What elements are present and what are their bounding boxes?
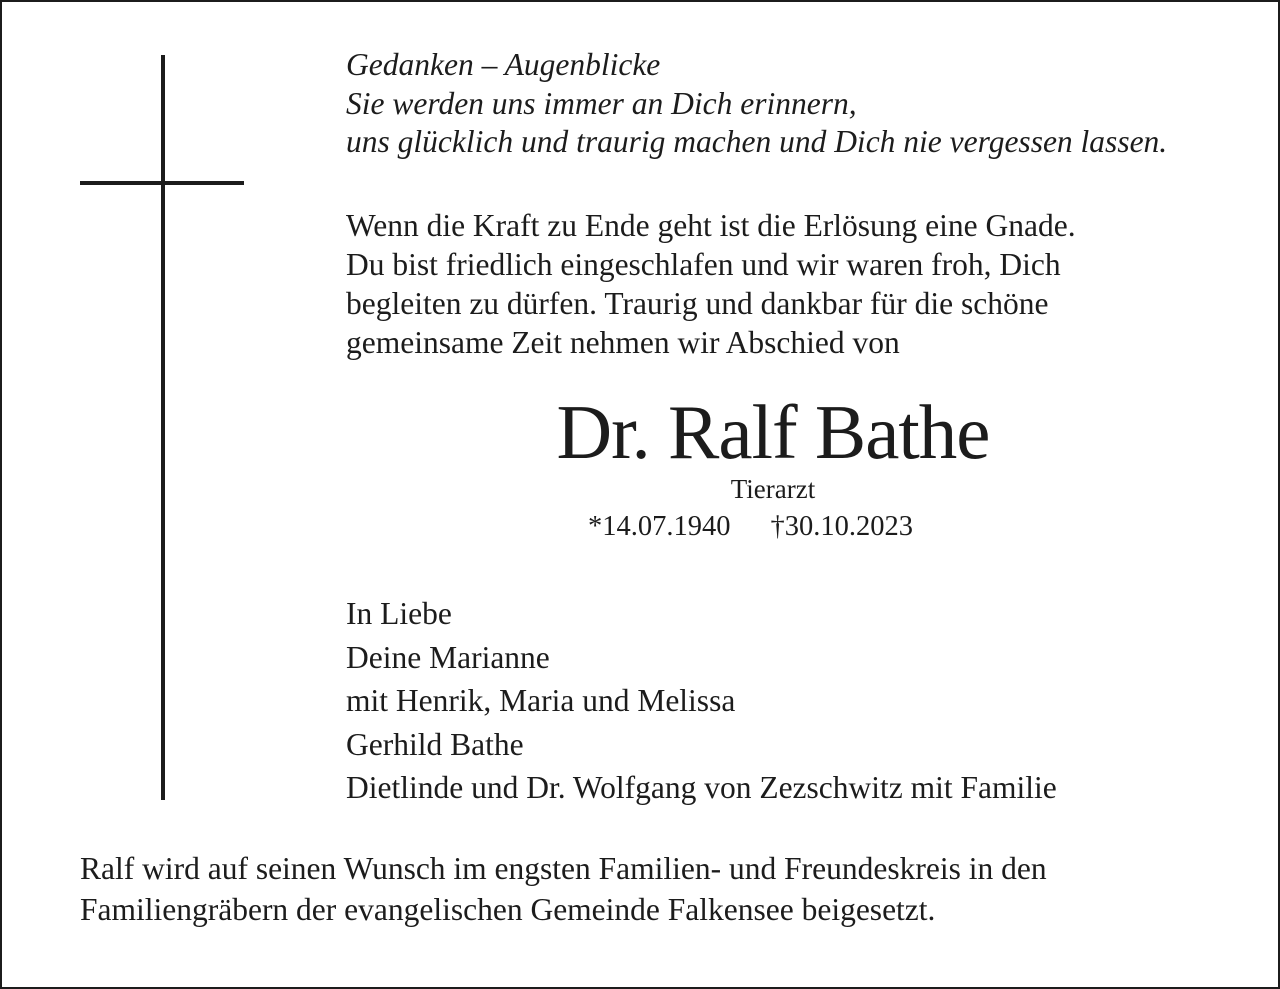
mourner-line: Dietlinde und Dr. Wolfgang von Zezschwitz mit Familie (346, 770, 1057, 805)
farewell-line: gemeinsame Zeit nehmen wir Abschied von (346, 325, 900, 360)
farewell-text (346, 206, 1076, 362)
burial-notice-line: Ralf wird auf seinen Wunsch im engsten Familien- und Freundeskreis in den (80, 851, 1047, 886)
verse-line: Sie werden uns immer an Dich erinnern, (346, 85, 857, 121)
deceased-name: Dr. Ralf Bathe (556, 389, 990, 475)
burial-notice-line: Familiengräbern der evangelischen Gemeinde Falkensee beigesetzt. (80, 892, 936, 927)
verse-line: Gedanken – Augenblicke (346, 47, 661, 82)
mourner-line: In Liebe (346, 596, 452, 631)
death-date: †30.10.2023 (770, 511, 913, 542)
burial-notice (80, 848, 1047, 930)
farewell-line: begleiten zu dürfen. Traurig und dankbar für die schöne (346, 286, 1049, 321)
farewell-line: Du bist friedlich eingeschlafen und wir waren froh, Dich (346, 247, 1061, 282)
verse-line: uns glücklich und traurig machen und Dich nie vergessen lassen. (346, 124, 1168, 159)
birth-date: *14.07.1940 (588, 511, 731, 542)
farewell-line: Wenn die Kraft zu Ende geht ist die Erlösung eine Gnade. (346, 208, 1076, 243)
deceased-profession: Tierarzt (730, 474, 816, 504)
life-dates (588, 509, 913, 545)
mourners-list (346, 592, 1057, 810)
mourner-line: Gerhild Bathe (346, 726, 524, 762)
mourner-line: Deine Marianne (346, 639, 550, 675)
cross-vertical-bar (161, 55, 165, 800)
mourner-line: mit Henrik, Maria und Melissa (346, 683, 736, 718)
memorial-verse (346, 46, 1167, 162)
cross-horizontal-bar (80, 181, 244, 185)
